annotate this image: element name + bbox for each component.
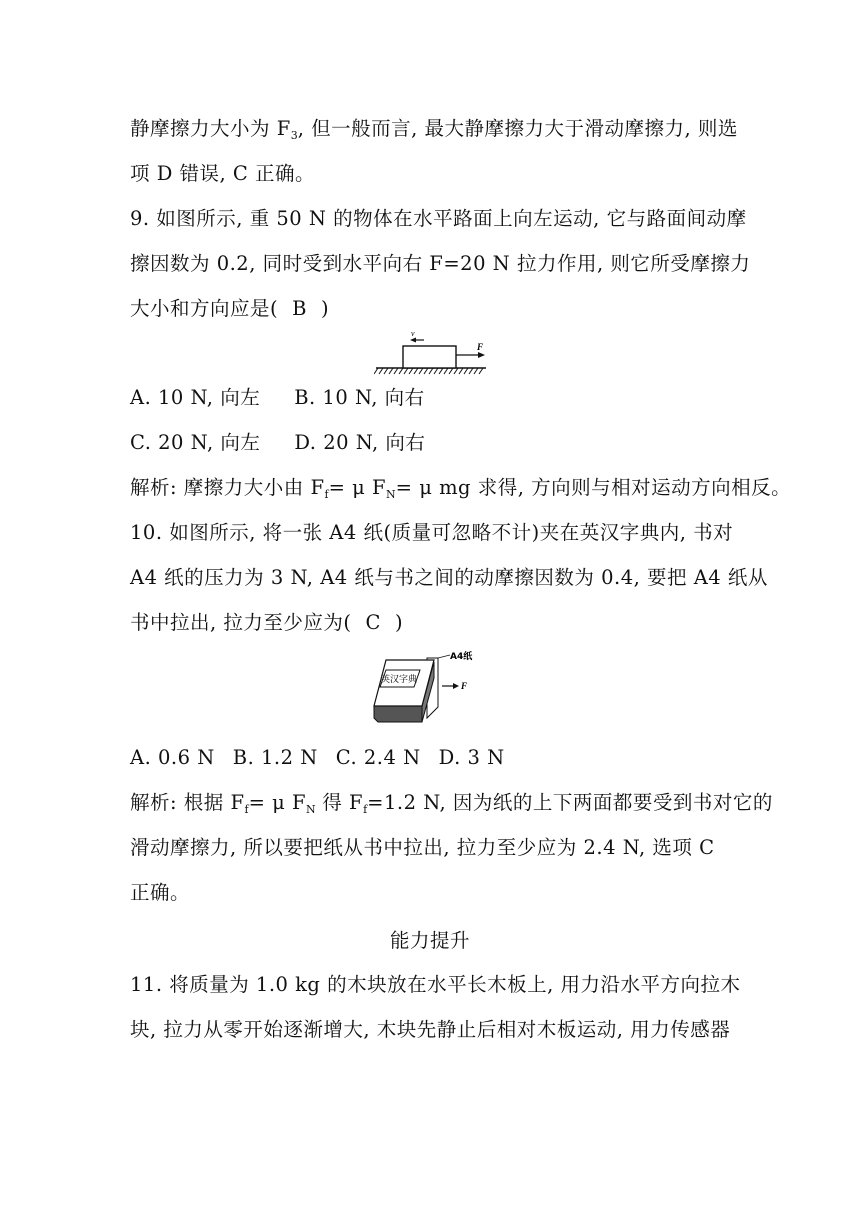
question-9-line: 9. 如图所示, 重 50 N 的物体在水平路面上向左运动, 它与路面间动摩 [130,207,747,230]
velocity-label: v [411,329,415,338]
force-label: F [477,342,484,352]
text-line: A4 纸的压力为 3 N, A4 纸与书之间的动摩擦因数为 0.4, 要把 A4 纸从 [130,566,768,589]
option-c: C. 20 N, 向左 [130,431,261,454]
subscript: 3 [290,129,298,142]
subscript: f [244,803,249,816]
block-figure [374,326,490,380]
text-segment: 大小和方向应是( [130,297,279,320]
text-segment: 解析: 摩擦力大小由 F [130,476,325,499]
text-line: 擦因数为 0.2, 同时受到水平向右 F=20 N 拉力作用, 则它所受摩擦力 [130,252,751,275]
option-a: A. 0.6 N [130,746,215,769]
option-d: D. 3 N [438,746,505,769]
section-heading: 能力提升 [389,929,470,952]
option-b: B. 1.2 N [232,746,318,769]
answer-letter: B [292,297,307,320]
book-title: 英汉字典 [380,675,418,685]
text-segment: = μ F [328,476,387,499]
analysis-line [130,790,773,823]
text-line [130,296,329,322]
option-d: D. 20 N, 向右 [294,431,426,454]
option-line [130,385,425,411]
option-a: A. 10 N, 向左 [130,386,261,409]
text-line: 块, 拉力从零开始逐渐增大, 木块先静止后相对木板运动, 用力传感器 [130,1018,731,1041]
block [403,346,456,368]
question-11-line: 11. 将质量为 1.0 kg 的木块放在水平长木板上, 用力沿水平方向拉木 [130,973,741,996]
text-line [130,610,403,636]
subscript: f [363,803,368,816]
option-line [130,745,505,771]
text-segment: 书中拉出, 拉力至少应为( [130,611,352,634]
question-10-line: 10. 如图所示, 将一张 A4 纸(质量可忽略不计)夹在英汉字典内, 书对 [130,521,734,544]
analysis-line [130,475,791,508]
answer-letter: C [365,611,381,634]
text-line: 项 D 错误, C 正确。 [130,162,316,185]
text-line: 滑动摩擦力, 所以要把纸从书中拉出, 拉力至少应为 2.4 N, 选项 C [130,836,715,859]
text-segment: ) [394,611,404,634]
subscript: N [386,488,396,501]
text-segment: 解析: 根据 F [130,791,245,814]
text-segment: =1.2 N, 因为纸的上下两面都要受到书对它的 [367,791,773,814]
text-segment: = μ F [248,791,307,814]
option-line [130,430,425,456]
force-label: F [461,681,468,691]
dictionary-figure [372,650,484,726]
subscript: f [324,488,329,501]
text-segment: = μ mg 求得, 方向则与相对运动方向相反。 [395,476,792,499]
subscript: N [306,803,316,816]
text-segment: ) [320,297,330,320]
paper-label: A4纸 [450,652,473,662]
text-line [130,116,738,149]
option-c: C. 2.4 N [335,746,421,769]
option-b: B. 10 N, 向右 [294,386,425,409]
text-segment: 得 F [315,791,364,814]
text-segment: , 但一般而言, 最大静摩擦力大于滑动摩擦力, 则选 [297,117,738,140]
text-line: 正确。 [130,881,191,904]
text-segment: 静摩擦力大小为 F [130,117,291,140]
